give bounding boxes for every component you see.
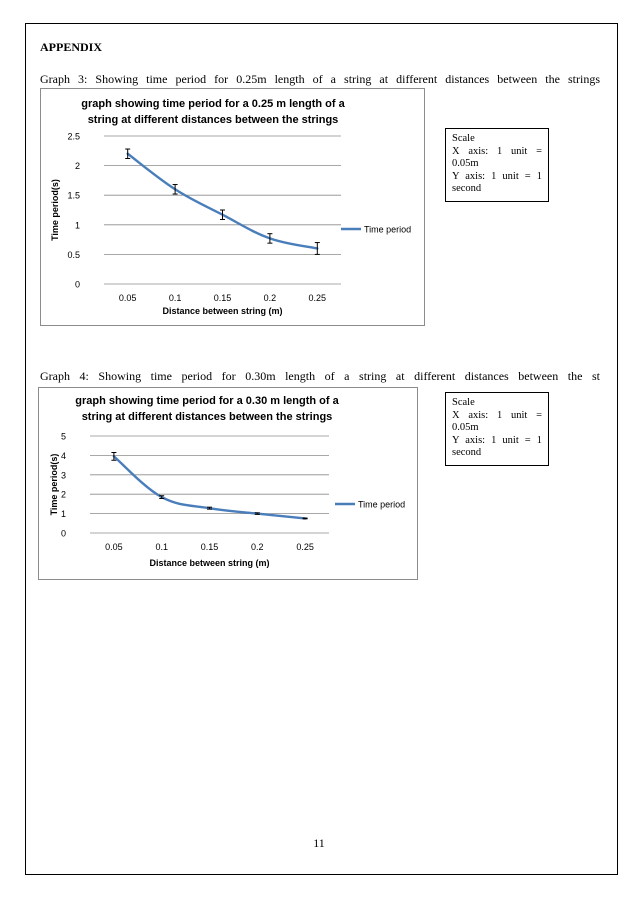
scale-x-line1: X axis: 1 unit = bbox=[452, 145, 542, 157]
scale-title: Scale bbox=[452, 397, 475, 408]
scale-x-line1: X axis: 1 unit = bbox=[452, 409, 542, 421]
scale-title: Scale bbox=[452, 133, 475, 144]
scale-x-line2: 0.05m bbox=[452, 158, 479, 169]
page-number: 11 bbox=[313, 836, 325, 850]
y-tick-label: 2.5 bbox=[67, 131, 80, 142]
series-line-time-period bbox=[128, 154, 318, 249]
scale-y-line2: second bbox=[452, 447, 482, 458]
scale-y-line1: Y axis: 1 unit = 1 bbox=[452, 170, 542, 182]
scale-y-line2: second bbox=[452, 183, 482, 194]
y-tick-label: 0.5 bbox=[67, 249, 80, 260]
scale-y-line1: Y axis: 1 unit = 1 bbox=[452, 434, 542, 446]
y-tick-label: 1.5 bbox=[67, 190, 80, 201]
x-tick-label: 0.05 bbox=[105, 542, 123, 552]
graph4-svg bbox=[39, 388, 419, 581]
y-tick-label: 1 bbox=[74, 220, 80, 231]
graph3-svg bbox=[41, 89, 426, 327]
y-tick-label: 5 bbox=[60, 431, 66, 442]
x-tick-label: 0.2 bbox=[251, 542, 264, 552]
x-tick-label: 0.25 bbox=[308, 293, 327, 303]
x-tick-label: 0.15 bbox=[213, 293, 232, 303]
x-axis-label: Distance between string (m) bbox=[162, 306, 283, 316]
y-tick-label: 1 bbox=[60, 509, 66, 520]
appendix-heading: APPENDIX bbox=[40, 40, 102, 54]
legend-label: Time period bbox=[358, 499, 406, 510]
graph4-scale-box bbox=[445, 392, 549, 466]
x-tick-label: 0.2 bbox=[263, 293, 277, 303]
x-tick-label: 0.1 bbox=[155, 542, 168, 552]
graph4-chart bbox=[38, 387, 418, 580]
graph3-chart bbox=[40, 88, 425, 326]
y-axis-label: Time period(s) bbox=[49, 453, 59, 516]
chart-title-line1: graph showing time period for a 0.25 m length of a bbox=[81, 98, 345, 110]
x-axis-label: Distance between string (m) bbox=[149, 558, 270, 568]
x-tick-label: 0.25 bbox=[296, 542, 314, 552]
y-tick-label: 4 bbox=[60, 450, 66, 461]
graph4-caption: Graph 4: Showing time period for 0.30m length of a string at different distances between the st bbox=[40, 369, 600, 383]
y-tick-label: 2 bbox=[60, 489, 66, 500]
y-axis-label: Time period(s) bbox=[50, 179, 60, 241]
graph3-caption: Graph 3: Showing time period for 0.25m length of a string at different distances between the strings bbox=[40, 72, 600, 86]
scale-x-line2: 0.05m bbox=[452, 422, 479, 433]
chart-title-line1: graph showing time period for a 0.30 m length of a bbox=[75, 395, 339, 407]
y-tick-label: 3 bbox=[60, 470, 66, 481]
x-tick-label: 0.1 bbox=[168, 293, 182, 303]
chart-title-line2: string at different distances between the strings bbox=[81, 411, 333, 423]
legend-label: Time period bbox=[364, 224, 412, 235]
x-tick-label: 0.15 bbox=[200, 542, 219, 552]
graph3-scale-box bbox=[445, 128, 549, 202]
x-tick-label: 0.05 bbox=[118, 293, 137, 303]
chart-title-line2: string at different distances between the strings bbox=[87, 114, 339, 126]
y-tick-label: 0 bbox=[60, 528, 66, 539]
y-tick-label: 0 bbox=[74, 279, 80, 290]
y-tick-label: 2 bbox=[74, 161, 80, 172]
